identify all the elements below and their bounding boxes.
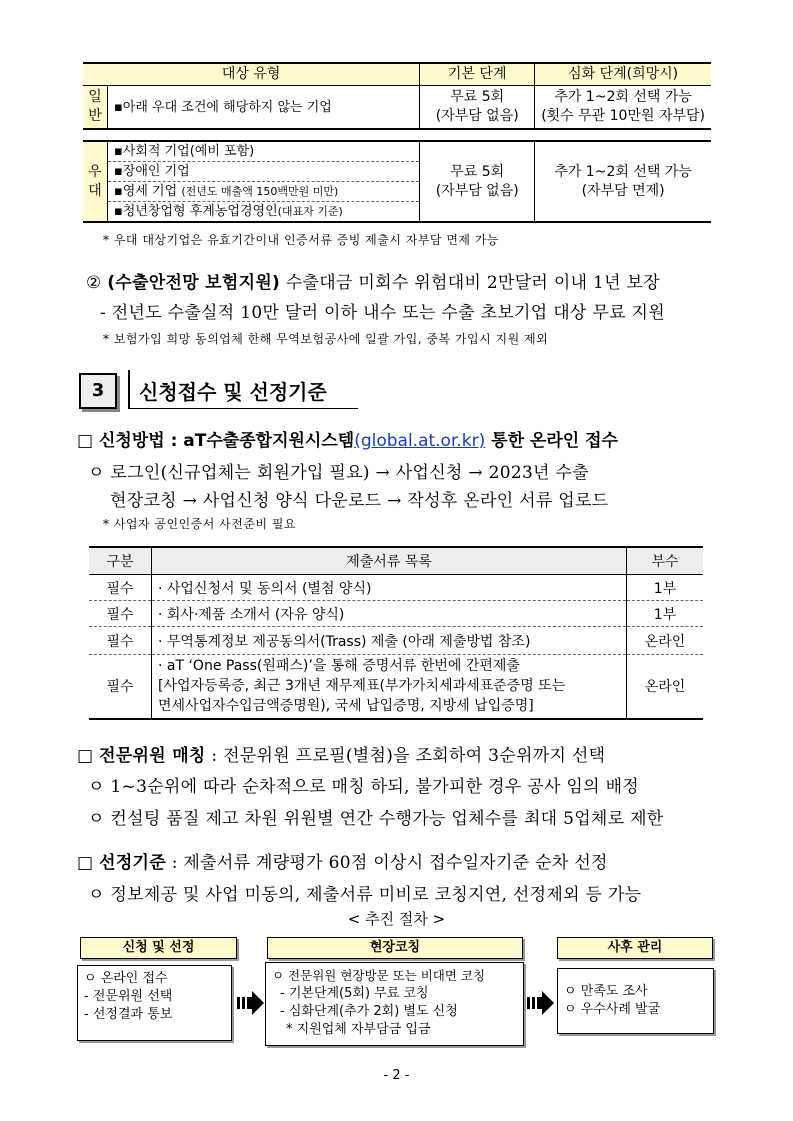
step-coaching-line: ㅇ 전문위원 현장방문 또는 비대면 코칭 (272, 968, 486, 983)
apply-line1: ㅇ 로그인(신규업체는 회원가입 필요) → 사업신청 → 2023년 수출 (88, 463, 589, 483)
apply-line2: 현장코칭 → 사업신청 양식 다운로드 → 작성후 온라인 서류 업로드 (110, 491, 609, 511)
header-basic-stage: 기본 단계 (420, 63, 535, 86)
preferred-advanced: 추가 1~2회 선택 가능 (자부담 면제) (535, 141, 711, 222)
page-number: - 2 - (383, 1068, 410, 1083)
doc-name: · 무역통계정보 제공동의서(Trass) 제출 (아래 제출방법 참조) (152, 627, 627, 655)
doc-name: · 사업신청서 및 동의서 (별첨 양식) (152, 575, 627, 601)
step-coaching-head: 현장코칭 (267, 937, 523, 959)
step-coaching-box (265, 962, 524, 1046)
header-docs: 제출서류 목록 (152, 547, 627, 575)
step-followup-head: 사후 관리 (557, 937, 713, 959)
doc-kind: 필수 (89, 627, 152, 655)
general-item: ▪아래 우대 조건에 해당하지 않는 기업 (108, 86, 420, 130)
step-followup-box (557, 968, 714, 1034)
insurance-note: * 보험가입 희망 동의업체 한해 무역보험공사에 일괄 가입, 중복 가입시 지원 제외 (103, 332, 549, 346)
header-count: 부수 (627, 547, 704, 575)
preferred-item: ▪사회적 기업(예비 포함) (108, 141, 420, 162)
expert-line1: ㅇ 1~3순위에 따라 순차적으로 매칭 하되, 불가피한 경우 공사 임의 배정 (88, 777, 640, 797)
general-basic: 무료 5회 (자부담 없음) (420, 86, 535, 130)
expert-line2: ㅇ 컨설팅 품질 제고 차원 위원별 연간 수행가능 업체수를 최대 5업체로 제한 (88, 809, 664, 829)
insurance-dash: - 전년도 수출실적 10만 달러 이하 내수 또는 수출 초보기업 대상 무료 지원 (100, 303, 665, 323)
header-advanced-stage: 심화 단계(희망시) (535, 63, 711, 86)
preferred-label: 우 대 (83, 141, 108, 222)
criteria-heading: □ 선정기준 : 제출서류 계량평가 60점 이상시 접수일자기준 순차 선정 (77, 853, 608, 873)
step-apply-line: - 전문위원 선택 (84, 989, 173, 1004)
arrow-right-icon (527, 990, 555, 1016)
insurance-support: ② (수출안전망 보험지원) 수출대금 미회수 위험대비 2만달러 이내 1년 보장 (86, 273, 660, 293)
step-followup-line: ㅇ 만족도 조사 (564, 984, 648, 999)
step-apply-box (77, 965, 232, 1041)
doc-count: 1부 (627, 575, 704, 601)
arrow-right-icon (237, 990, 265, 1016)
doc-count: 1부 (627, 601, 704, 627)
preferred-basic: 무료 5회 (자부담 없음) (420, 141, 535, 222)
header-kind: 구분 (89, 547, 152, 575)
section-number: 3 (79, 373, 117, 409)
doc-count: 온라인 (627, 627, 704, 655)
support-type-table (83, 62, 711, 223)
apply-note: * 사업자 공인인증서 사전준비 필요 (103, 517, 297, 531)
step-apply-head: 신청 및 선정 (80, 937, 237, 959)
section-divider (128, 370, 130, 408)
step-followup-line: ㅇ 우수사례 발굴 (564, 1002, 661, 1017)
doc-count: 온라인 (627, 655, 704, 719)
preferred-item: ▪청년창업형 후계농업경영인(대표자 기준) (108, 202, 420, 223)
documents-table (89, 546, 703, 720)
step-coaching-line: - 기본단계(5회) 무료 코칭 (280, 986, 429, 1001)
general-label: 일 반 (83, 86, 108, 130)
section-underline (128, 408, 358, 409)
system-link[interactable]: (global.at.or.kr) (354, 431, 486, 451)
preferred-note: * 우대 대상기업은 유효기간이내 인증서류 증빙 제출시 자부담 면제 가능 (103, 233, 500, 247)
expert-heading: □ 전문위원 매칭 : 전문위원 프로필(별첨)을 조회하여 3순위까지 선택 (77, 746, 606, 766)
preferred-item: ▪영세 기업 (전년도 매출액 150백만원 미만) (108, 182, 420, 202)
doc-kind: 필수 (89, 575, 152, 601)
section-title: 신청접수 및 선정기준 (139, 380, 327, 404)
step-coaching-line: * 지원업체 자부담금 입금 (286, 1022, 431, 1037)
doc-kind: 필수 (89, 655, 152, 719)
step-apply-line: ㅇ 온라인 접수 (84, 971, 168, 986)
header-target-type: 대상 유형 (83, 63, 420, 86)
apply-method-heading: □ 신청방법 : aT수출종합지원시스템(global.at.or.kr) 통한 온라인 접수 (77, 431, 618, 451)
step-coaching-line: - 심화단계(추가 2회) 별도 신청 (280, 1004, 458, 1019)
step-apply-line: - 선정결과 통보 (84, 1007, 173, 1022)
criteria-line1: ㅇ 정보제공 및 사업 미동의, 제출서류 미비로 코칭지연, 선정제외 등 가능 (88, 885, 642, 905)
process-title: < 추진 절차 > (347, 910, 446, 928)
preferred-item: ▪장애인 기업 (108, 162, 420, 182)
doc-name: · aT ‘One Pass(원패스)’을 통해 증명서류 한번에 간편제출 [사업자등록증, 최근 3개년 재무제표(부가가치세과세표준증명 또는 면세사업자수입금액증명원), 국세 납입증명, 지방세 납입증명] (152, 655, 627, 719)
general-advanced: 추가 1~2회 선택 가능 (횟수 무관 10만원 자부담) (535, 86, 711, 130)
doc-name: · 회사·제품 소개서 (자유 양식) (152, 601, 627, 627)
doc-kind: 필수 (89, 601, 152, 627)
